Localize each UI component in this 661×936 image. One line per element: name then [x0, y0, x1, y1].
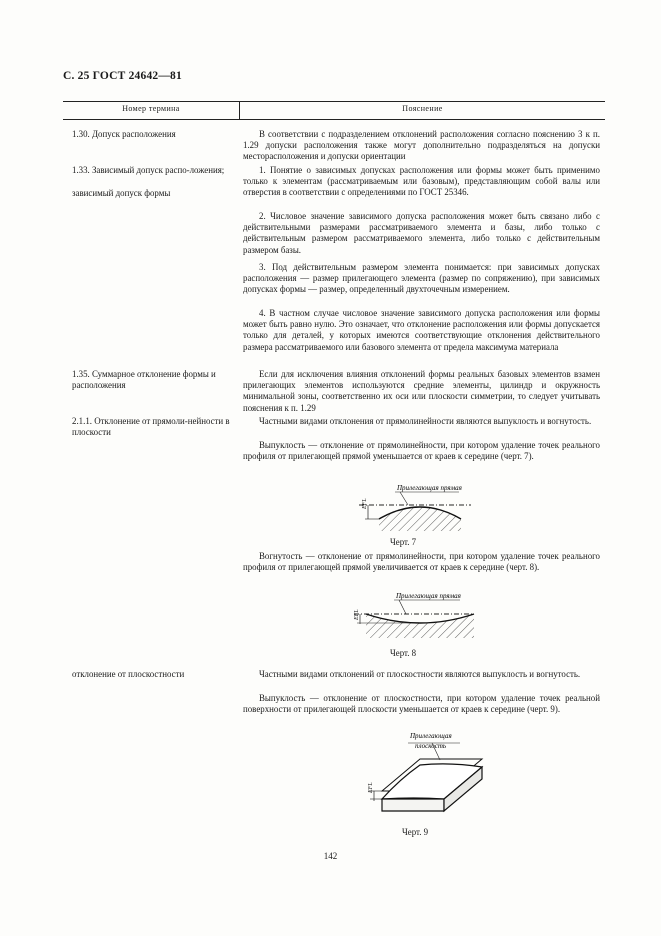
paragraph-flatness-types: Частными видами отклонений от плоскостности являются выпуклость и вогнутость. [259, 669, 581, 679]
table-top-rule [63, 101, 605, 102]
term-2-1-1: 2.1.1. Отклонение от прямоли-нейности в плоскости [72, 416, 230, 438]
figure-8-label: Прилегающая прямая [396, 592, 461, 600]
figure-8-concavity-diagram [350, 590, 480, 642]
table-header-rule [63, 119, 605, 120]
figure-9-flatness-diagram [360, 729, 490, 827]
paragraph-dependent-2: 2. Числовое значение зависимого допуска расположения может быть связано либо с действительными размерами рассматриваемого элемента и базы, либо только с действительным размером рассматриваемого элемента, либо только с действительным размером базы. [243, 211, 600, 255]
paragraph-straightness-types: Частными видами отклонения от прямолинейности являются выпуклость и вогнутость. [259, 416, 592, 426]
page-number: 142 [323, 851, 338, 861]
figure-8-caption: Черт. 8 [390, 648, 417, 658]
page-header: С. 25 ГОСТ 24642—81 [63, 70, 182, 82]
figure-7-convexity-diagram [355, 481, 475, 537]
term-1-33-form: зависимый допуск формы [72, 188, 171, 198]
figure-7-dim-label: EFL [362, 498, 368, 509]
paragraph-convexity: Выпуклость — отклонение от прямолинейности, при котором удаление точек реального профиля от прилегающей прямой уменьшается от краев к середине (черт. 7). [243, 440, 600, 462]
term-1-30: 1.30. Допуск расположения [72, 129, 176, 139]
paragraph-total-deviation: Если для исключения влияния отклонений формы реальных базовых элементов взамен прилегающих элементов используются средние элементы, цилиндр и окружность минимальной зоны, соответственно их оси или плоскости симметрии, то следует учитывать пояснения к п. 1.29 [243, 369, 600, 413]
term-1-33: 1.33. Зависимый допуск распо-ложения; [72, 165, 225, 175]
figure-9-label-line1: Прилегающая [410, 732, 452, 740]
paragraph-dependent-1: 1. Понятие о зависимых допусках расположения или формы может быть применимо только к элементам (рассматриваемым или базовым), представляющим собой валы или отверстия в соответствии с определениями по ГОСТ 25346. [243, 165, 600, 198]
term-1-35: 1.35. Суммарное отклонение формы и расположения [72, 369, 216, 391]
figure-9-caption: Черт. 9 [402, 827, 429, 837]
paragraph-concavity: Вогнутость — отклонение от прямолинейности, при котором удаление точек реального профиля от прилегающей прямой увеличивается от краев к середине (черт. 8). [243, 551, 600, 573]
paragraph-dependent-3: 3. Под действительным размером элемента понимается: при зависимых допусках расположения — размер прилегающего элемента (размер по сопряжению), при зависимых допусках формы — размер, определенный двухточечным измерением. [243, 262, 600, 295]
figure-7-caption: Черт. 7 [390, 537, 417, 547]
paragraph-dependent-4: 4. В частном случае числовое значение зависимого допуска расположения или формы может быть равно нулю. Это означает, что отклонение расположения или формы допускается только для деталей, у которых имеются соответствующие отклонения действительного размера рассматриваемого или базового элемента от предела максимума материала [243, 308, 600, 352]
term-flatness-deviation: отклонение от плоскостности [72, 669, 185, 679]
paragraph-location-tolerance: В соответствии с подразделением отклонений расположения согласно пояснению 3 к п. 1.29 допуски расположения также могут дополнительно подразделяться на допуски месторасположения и допуски ориентации [243, 129, 600, 162]
figure-8-dim-label: EFL [354, 609, 360, 620]
figure-7-label: Прилегающая прямая [397, 484, 462, 492]
column-header-term: Номер термина [122, 104, 180, 113]
figure-9-label-line2: плоскость [415, 742, 447, 750]
column-header-explanation: Пояснение [402, 104, 443, 113]
figure-9-dim-label: EFL [368, 782, 374, 793]
paragraph-flatness-convexity: Выпуклость — отклонение от плоскостности, при котором удаление точек реальной поверхности от прилегающей плоскости уменьшается от краев к середине (черт. 9). [243, 693, 600, 715]
